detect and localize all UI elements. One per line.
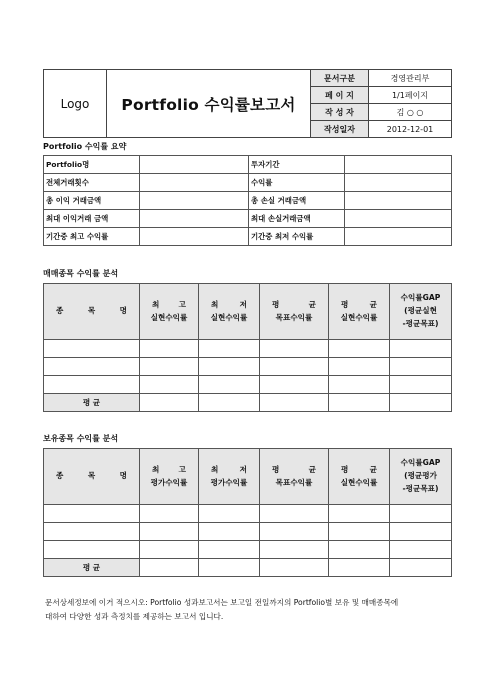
col-header-return-gap: 수익률GAP (평균평가 -평균목표) [390,449,452,505]
summary-value-field[interactable] [345,228,452,246]
summary-label: 수익률 [249,174,345,192]
note-line: 문서상세정보에 이거 적으시오: Portfolio 성과보고서는 보고일 전일까지의 Portfolio별 보유 및 매매종목에 [45,598,399,607]
table-row [44,505,452,523]
average-label: 평 균 [44,394,140,412]
summary-label: 최대 이익거래 금액 [44,210,140,228]
meta-value-page: 1/1페이지 [369,87,452,104]
summary-value-field[interactable] [345,210,452,228]
table-row [44,541,452,559]
summary-row [44,156,452,174]
col-header-return-gap: 수익률GAP (평균실현 -평균목표) [390,284,452,340]
col-header-avg-realized: 평 균 실현수익률 [329,284,390,340]
meta-label-doc-type: 문서구분 [311,70,369,87]
summary-row [44,228,452,246]
trading-analysis-table [43,283,452,412]
summary-label: 총 손실 거래금액 [249,192,345,210]
table-row [44,376,452,394]
holding-analysis-table [43,448,452,577]
col-header-max-eval-return: 최 고 평가수익률 [140,449,199,505]
col-header-stock-name: 종 목 명 [44,284,140,340]
summary-value-field[interactable] [140,210,249,228]
summary-row [44,192,452,210]
table-row [44,340,452,358]
summary-table [43,155,452,246]
summary-value-field[interactable] [140,192,249,210]
meta-label-author: 작 성 자 [311,104,369,121]
summary-label: 투자기간 [249,156,345,174]
note-line: 대하여 다양한 성과 측정치를 제공하는 보고서 입니다. [45,611,224,621]
summary-label: 전체거래횟수 [44,174,140,192]
document-title: Portfolio 수익률보고서 [107,70,311,138]
table-row [44,358,452,376]
holding-section-title: 보유종목 수익률 분석 [43,434,119,443]
summary-label: 최대 손실거래금액 [249,210,345,228]
average-row [44,559,452,577]
summary-row [44,210,452,228]
col-header-avg-target: 평 균 목표수익률 [260,449,329,505]
holding-header-row [44,449,452,505]
average-label: 평 균 [44,559,140,577]
col-header-avg-realized: 평 균 실현수익률 [329,449,390,505]
trading-section-title: 매매종목 수익률 분석 [43,269,119,278]
meta-value-author: 김 ○ ○ [369,104,452,121]
document-header [43,69,452,138]
col-header-stock-name: 종 목 명 [44,449,140,505]
col-header-avg-target: 평 균 목표수익률 [260,284,329,340]
col-header-min-eval-return: 최 저 평가수익률 [199,449,260,505]
summary-label: 기간중 최고 수익률 [44,228,140,246]
summary-label: 기간중 최저 수익률 [249,228,345,246]
summary-value-field[interactable] [345,156,452,174]
meta-label-date: 작성일자 [311,121,369,138]
average-row [44,394,452,412]
meta-value-doc-type: 경영관리부 [369,70,452,87]
summary-section-title: Portfolio 수익률 요약 [43,142,127,151]
trading-header-row [44,284,452,340]
summary-value-field[interactable] [140,228,249,246]
col-header-max-return: 최 고 실현수익률 [140,284,199,340]
summary-label: Portfolio명 [44,156,140,174]
meta-value-date: 2012-12-01 [369,121,452,138]
summary-value-field[interactable] [140,156,249,174]
summary-value-field[interactable] [345,192,452,210]
summary-value-field[interactable] [140,174,249,192]
summary-row [44,174,452,192]
table-row [44,523,452,541]
meta-label-page: 페 이 지 [311,87,369,104]
logo: Logo [44,70,107,138]
document-note [45,596,398,623]
col-header-min-return: 최 저 실현수익률 [199,284,260,340]
summary-label: 총 이익 거래금액 [44,192,140,210]
summary-value-field[interactable] [345,174,452,192]
